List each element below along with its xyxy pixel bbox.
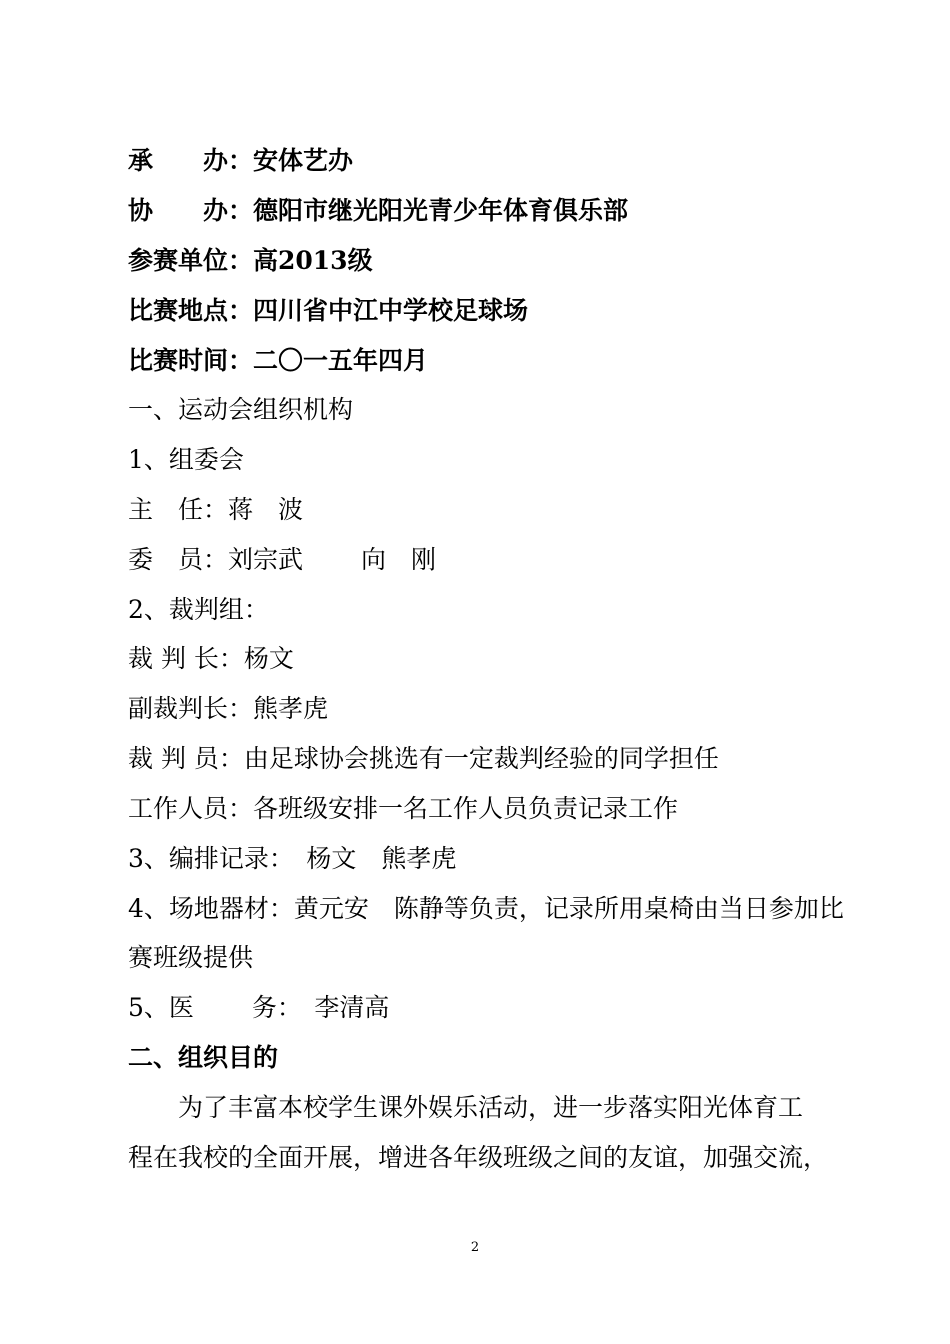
purpose-paragraph-line-2: 程在我校的全面开展，增进各年级班级之间的友谊，加强交流， <box>128 1143 829 1172</box>
subheading-committee: 1、组委会 <box>128 445 244 474</box>
staff-line: 工作人员：各班级安排一名工作人员负责记录工作 <box>128 794 679 823</box>
section-heading-purpose: 二、组织目的 <box>128 1043 279 1072</box>
venue-line: 比赛地点：四川省中江中学校足球场 <box>128 296 529 325</box>
date-line: 比赛时间：二〇一五年四月 <box>128 346 429 375</box>
scheduling-line: 3、编排记录： 杨文 熊孝虎 <box>128 844 457 873</box>
participants-line: 参赛单位：高2013级 <box>128 246 373 275</box>
director-line: 主 任：蒋 波 <box>128 495 304 524</box>
referees-line: 裁 判 员：由足球协会挑选有一定裁判经验的同学担任 <box>128 744 719 773</box>
section-heading-organization: 一、运动会组织机构 <box>128 395 354 424</box>
purpose-paragraph-line-1: 为了丰富本校学生课外娱乐活动，进一步落实阳光体育工 <box>178 1093 804 1122</box>
equipment-line: 4、场地器材：黄元安 陈静等负责，记录所用桌椅由当日参加比 <box>128 894 844 923</box>
chief-referee-line: 裁 判 长：杨文 <box>128 644 294 673</box>
page-number: 2 <box>470 1240 480 1255</box>
organizer-line: 承 办：安体艺办 <box>128 146 354 175</box>
medical-line: 5、医 务： 李清高 <box>128 993 390 1022</box>
deputy-referee-line: 副裁判长：熊孝虎 <box>128 694 329 723</box>
equipment-line-continued: 赛班级提供 <box>128 943 254 972</box>
subheading-referees: 2、裁判组： <box>128 595 269 624</box>
members-line: 委 员：刘宗武 向 刚 <box>128 545 436 574</box>
co-organizer-line: 协 办：德阳市继光阳光青少年体育俱乐部 <box>128 196 629 225</box>
